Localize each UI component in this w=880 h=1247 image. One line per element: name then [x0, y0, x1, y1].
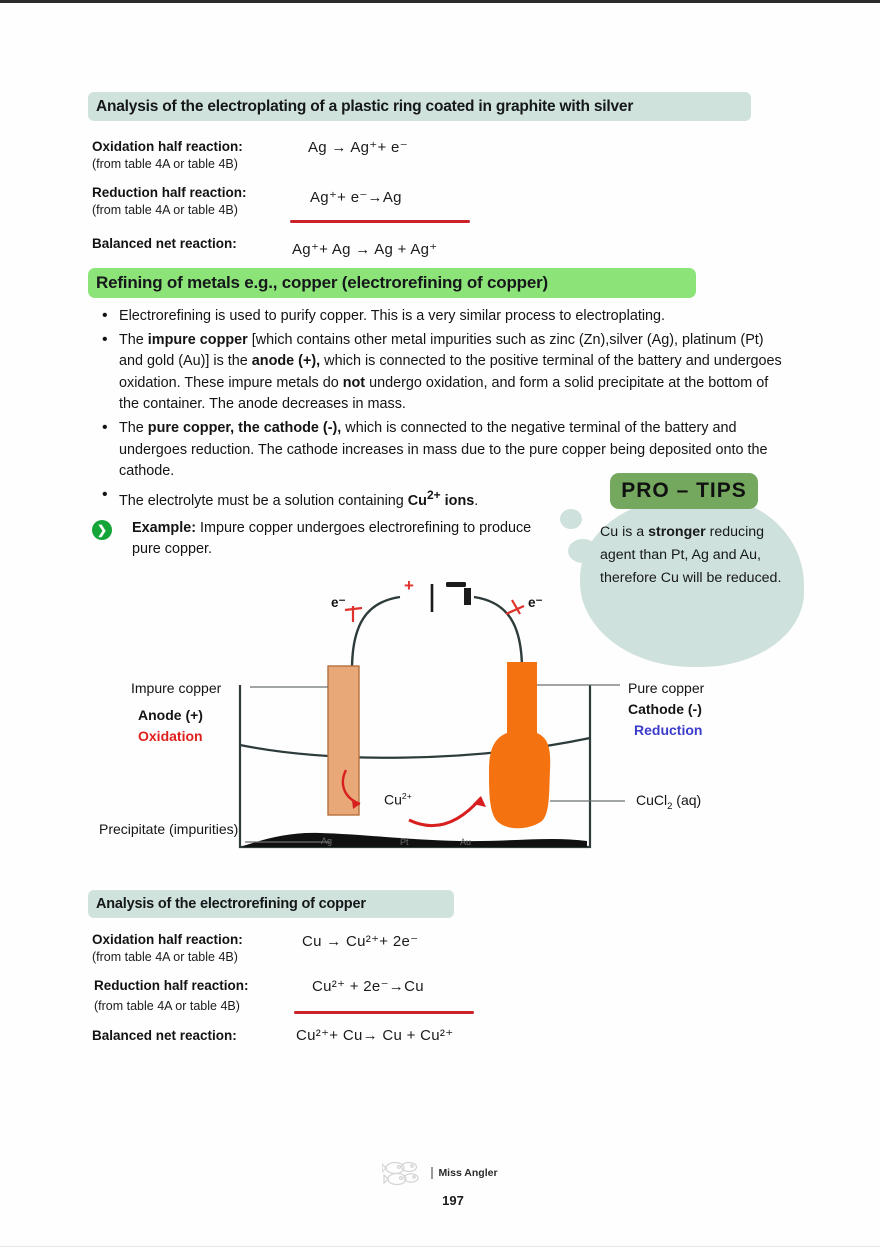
- oxidation-source-note-2: (from table 4A or table 4B): [92, 950, 238, 964]
- balanced-net-reaction-label: Balanced net reaction:: [92, 236, 237, 251]
- oxidation-half-reaction-label: Oxidation half reaction:: [92, 139, 243, 154]
- balanced-net-reaction-label-2: Balanced net reaction:: [92, 1028, 237, 1043]
- label-oxidation: Oxidation: [138, 728, 203, 744]
- fish-logo-icon: [382, 1160, 426, 1186]
- pro-tips-title: PRO – TIPS: [610, 473, 758, 509]
- balanced-net-equation: Ag⁺+ Ag → Ag + Ag⁺: [292, 241, 438, 258]
- oxidation-half-reaction-label-2: Oxidation half reaction:: [92, 932, 243, 947]
- reduction-half-equation-2: Cu²⁺ + 2e⁻→Cu: [312, 978, 424, 995]
- pro-tips-body: Cu is a stronger reducing agent than Pt, Ag and Au, therefore Cu will be reduced.: [600, 524, 782, 586]
- electron-flow-tick-right: [506, 600, 524, 614]
- oxidation-source-note: (from table 4A or table 4B): [92, 157, 238, 171]
- cu-ion-label: $Cu^{2+}$: [384, 791, 412, 808]
- page-number: 197: [442, 1193, 464, 1208]
- oxidation-half-equation: Ag → Ag⁺+ e⁻: [308, 139, 408, 156]
- anode-impure-copper-bar: [328, 666, 359, 815]
- example-label: Example:: [132, 520, 196, 536]
- label-precipitate: Precipitate (impurities): [99, 821, 239, 837]
- battery-negative-plate: [464, 588, 471, 605]
- chevron-right-circle-icon: ❯: [92, 520, 112, 540]
- precipitate-metal-au: Au: [460, 837, 472, 847]
- bullet-item: • Electrorefining is used to purify copper. This is a very similar process to electroplating.: [100, 306, 790, 328]
- bullet-item: • The electrolyte must be a solution containing $Cu^{2+}$ ions.: [100, 485, 790, 512]
- reduction-half-reaction-label-2: Reduction half reaction:: [94, 978, 249, 993]
- reaction-divider-rule-2: [294, 1011, 474, 1014]
- electrorefining-cell-diagram: [0, 570, 880, 870]
- page-top-edge: [0, 0, 880, 3]
- precipitate-metal-ag: Ag: [321, 836, 333, 846]
- banner-analysis-electrorefining: Analysis of the electrorefining of copper: [88, 890, 454, 918]
- label-pure-copper: Pure copper: [628, 680, 705, 696]
- banner-analysis-electroplating: Analysis of the electroplating of a plastic ring coated in graphite with silver: [88, 92, 751, 121]
- battery-negative-terminal-bar: [446, 582, 466, 587]
- reduction-half-reaction-label: Reduction half reaction:: [92, 185, 247, 200]
- label-impure-copper: Impure copper: [131, 680, 222, 696]
- banner-refining-of-metals: Refining of metals e.g., copper (electrorefining of copper): [88, 268, 696, 298]
- example-body: Impure copper undergoes electrorefining to produce pure copper.: [132, 520, 532, 557]
- precipitate-metal-pt: Pt: [400, 837, 409, 847]
- electron-flow-tick-left: [345, 606, 362, 622]
- decorative-bubble-small: [560, 509, 582, 529]
- footer-brand-name: Miss Angler: [431, 1167, 497, 1179]
- precipitate-layer: [243, 833, 587, 847]
- reaction-divider-rule: [290, 220, 470, 223]
- label-electrolyte: CuCl$_2$ (aq): [636, 792, 702, 812]
- battery-positive-sign: +: [404, 576, 414, 595]
- label-reduction: Reduction: [634, 722, 703, 738]
- label-cathode: Cathode (-): [628, 701, 702, 717]
- oxidation-half-equation-2: Cu → Cu²⁺+ 2e⁻: [302, 933, 419, 950]
- electron-label-right: e⁻: [528, 595, 543, 610]
- label-anode: Anode (+): [138, 707, 203, 723]
- bullet-item: • The pure copper, the cathode (-), which is connected to the negative terminal of the battery and undergoes reduction. The cathode increases in mass due to the pure copper being deposited onto the cathode.: [100, 418, 790, 483]
- electron-label-left: e⁻: [331, 595, 346, 610]
- example-row: [92, 518, 562, 560]
- balanced-net-equation-2: Cu²⁺+ Cu→ Cu + Cu²⁺: [296, 1027, 454, 1044]
- page-footer: [0, 1160, 880, 1208]
- bullet-item: • The impure copper [which contains other metal impurities such as zinc (Zn),silver (Ag), platinum (Pt) and gold (Au)] is the anode (+), which is connected to the positive terminal of the battery and undergoes oxidation. These impure metals do not undergo oxidation, and form a solid precipitate at the bottom of the container. The anode decreases in mass.: [100, 330, 790, 416]
- reduction-half-equation: Ag⁺+ e⁻→Ag: [310, 189, 402, 206]
- ion-migration-arrow: [409, 798, 481, 826]
- cathode-pure-copper-electrode: [489, 662, 550, 828]
- reduction-source-note-2: (from table 4A or table 4B): [94, 999, 240, 1013]
- wire-right: [474, 597, 522, 670]
- reduction-source-note: (from table 4A or table 4B): [92, 203, 238, 217]
- example-text: [132, 518, 562, 560]
